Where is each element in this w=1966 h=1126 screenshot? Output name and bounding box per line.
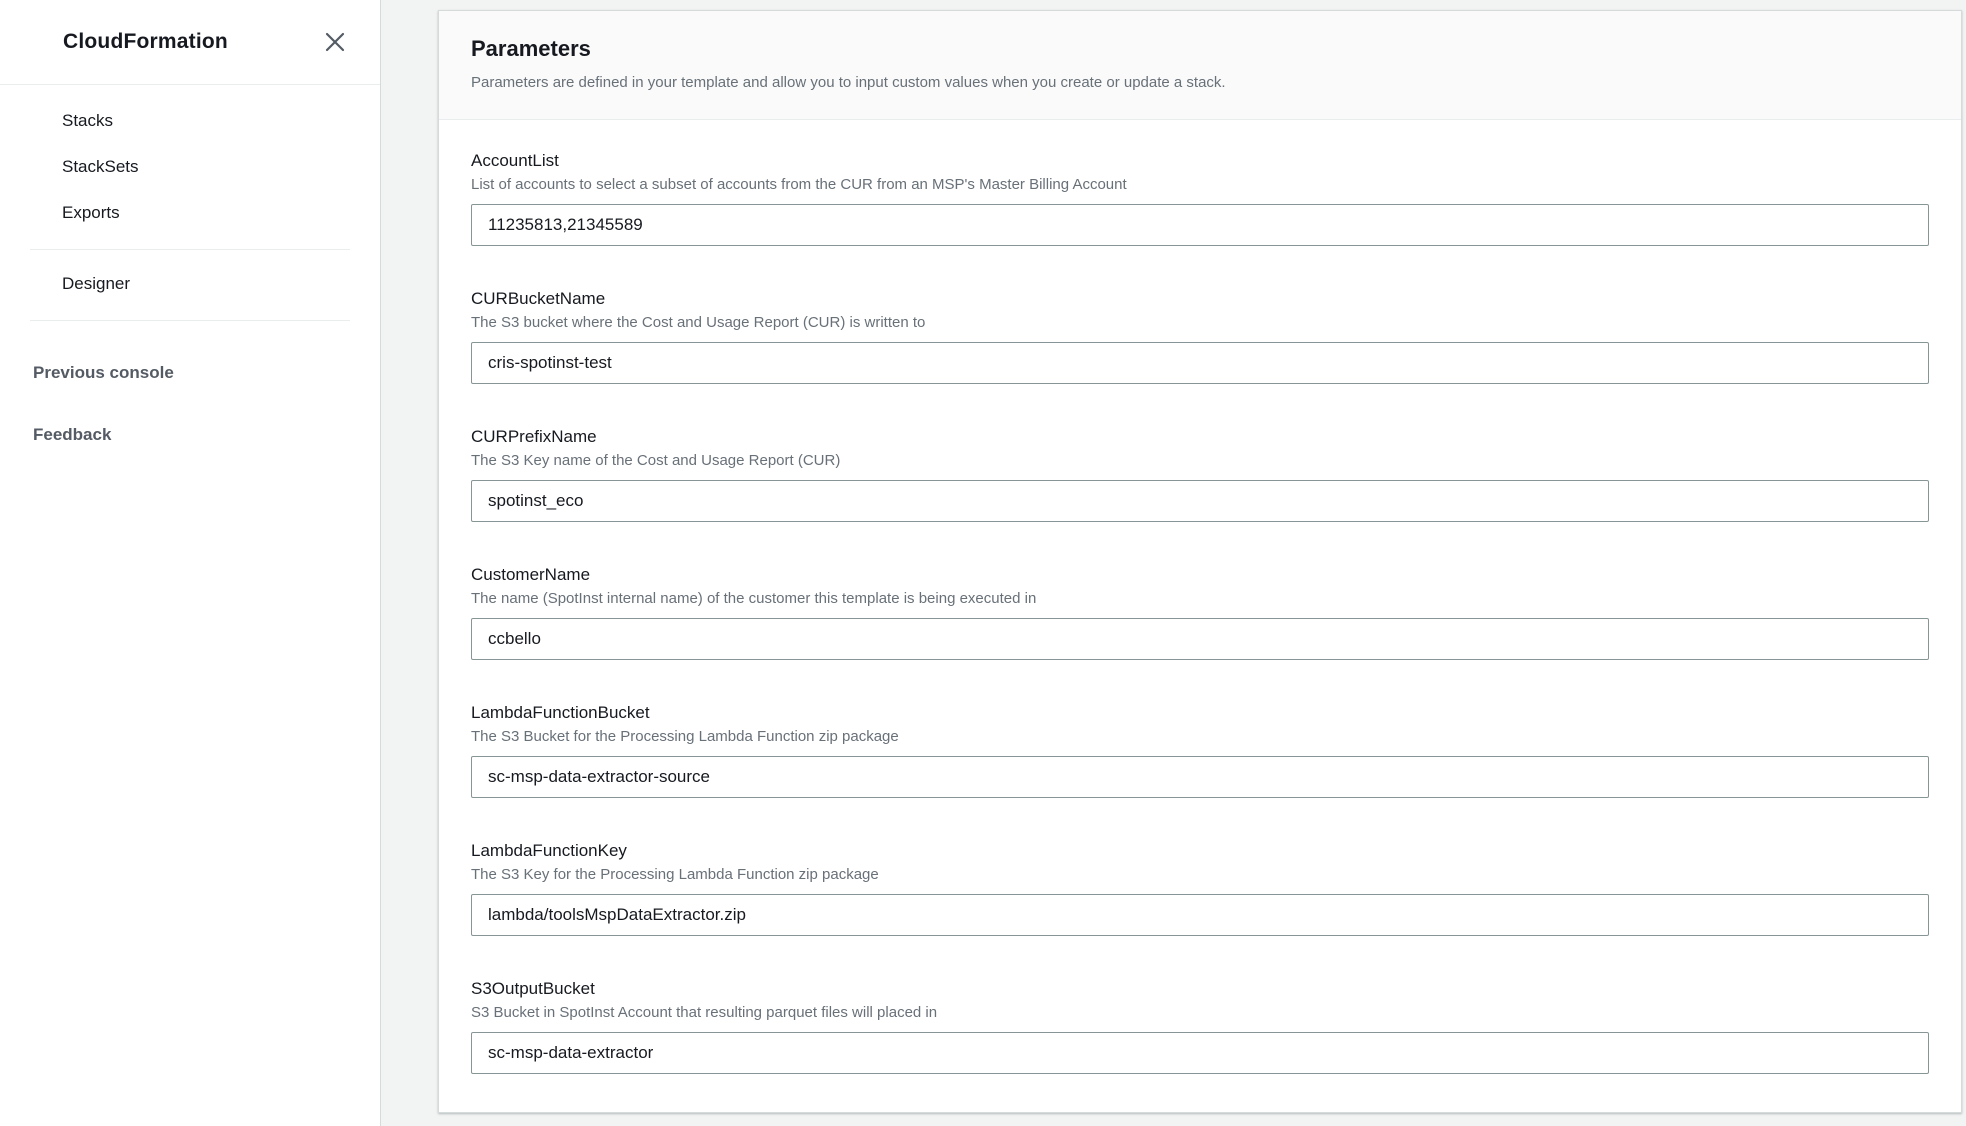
page-description: Parameters are defined in your template and allow you to input custom values when you create or update a stack. (471, 74, 1226, 91)
field-label: CustomerName (471, 565, 591, 584)
lambdafunctionkey-input[interactable] (471, 894, 1929, 936)
parameter-field-curprefixname (471, 426, 1929, 522)
customername-input[interactable] (471, 618, 1929, 660)
lambdafunctionbucket-input[interactable] (471, 756, 1929, 798)
sidebar-nav-secondary (0, 274, 380, 294)
parameter-field-accountlist (471, 150, 1929, 246)
accountlist-input[interactable] (471, 204, 1929, 246)
page-title: Parameters (471, 36, 591, 61)
curprefixname-input[interactable] (471, 480, 1929, 522)
sidebar-divider (30, 320, 350, 321)
field-label: LambdaFunctionBucket (471, 703, 650, 722)
close-sidebar-button[interactable] (320, 27, 350, 57)
sidebar-footer (0, 345, 380, 445)
parameter-field-customername (471, 564, 1929, 660)
field-description: The S3 Bucket for the Processing Lambda Function zip package (471, 728, 899, 745)
field-description: S3 Bucket in SpotInst Account that resulting parquet files will placed in (471, 1004, 938, 1021)
parameters-panel-body (439, 120, 1961, 1074)
sidebar-item-designer[interactable]: Designer (62, 274, 131, 293)
field-label: S3OutputBucket (471, 979, 595, 998)
close-icon (324, 31, 346, 53)
sidebar-title: CloudFormation (63, 30, 228, 53)
field-label: CURPrefixName (471, 427, 597, 446)
parameters-panel-header (439, 11, 1961, 120)
sidebar-nav (0, 85, 380, 223)
field-description: The S3 Key for the Processing Lambda Function zip package (471, 866, 879, 883)
curbucketname-input[interactable] (471, 342, 1929, 384)
field-label: LambdaFunctionKey (471, 841, 627, 860)
field-description: The S3 Key name of the Cost and Usage Report (CUR) (471, 452, 841, 469)
s3outputbucket-input[interactable] (471, 1032, 1929, 1074)
field-label: CURBucketName (471, 289, 606, 308)
sidebar-divider (30, 249, 350, 250)
sidebar-link-feedback[interactable]: Feedback (33, 425, 112, 444)
parameter-field-lambdafunctionbucket (471, 702, 1929, 798)
sidebar (0, 0, 381, 1126)
sidebar-item-stacksets[interactable]: StackSets (62, 157, 139, 176)
sidebar-link-previous-console[interactable]: Previous console (33, 363, 174, 382)
sidebar-item-stacks[interactable]: Stacks (62, 111, 114, 130)
field-description: The S3 bucket where the Cost and Usage Report (CUR) is written to (471, 314, 926, 331)
parameters-panel (438, 10, 1962, 1113)
parameter-field-s3outputbucket (471, 978, 1929, 1074)
sidebar-item-exports[interactable]: Exports (62, 203, 120, 222)
field-description: The name (SpotInst internal name) of the customer this template is being executed in (471, 590, 1037, 607)
field-description: List of accounts to select a subset of accounts from the CUR from an MSP's Master Billing Account (471, 176, 1127, 193)
parameter-field-curbucketname (471, 288, 1929, 384)
parameter-field-lambdafunctionkey (471, 840, 1929, 936)
field-label: AccountList (471, 151, 559, 170)
sidebar-header (0, 0, 380, 85)
